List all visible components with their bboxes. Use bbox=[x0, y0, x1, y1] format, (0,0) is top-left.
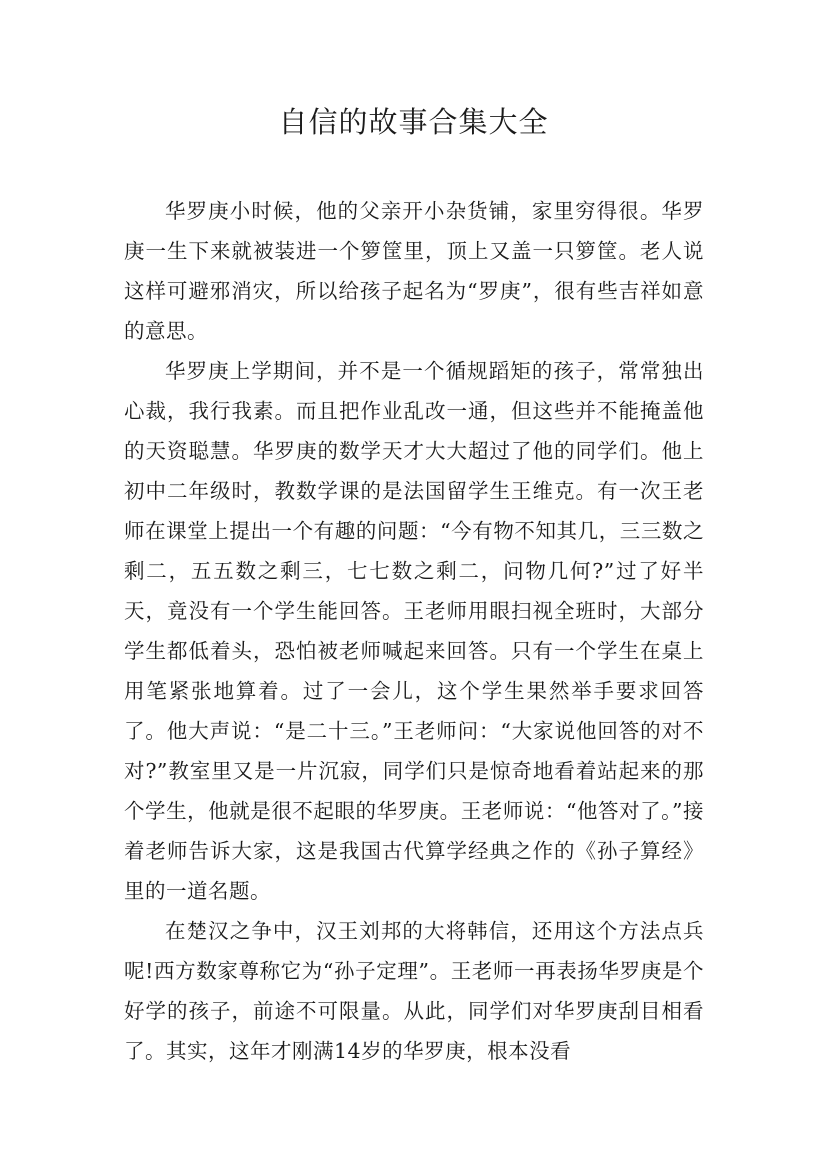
paragraph-2: 华罗庚上学期间，并不是一个循规蹈矩的孩子，常常独出心裁，我行我素。而且把作业乱改一通，但这些并不能掩盖他的天资聪慧。华罗庚的数学天才大大超过了他的同学们。他上初中二年级时，教数学课的是法国留学生王维克。有一次王老师在课堂上提出一个有趣的问题：“今有物不知其几，三三数之剩二，五五数之剩三，七七数之剩二，问物几何?”过了好半天，竟没有一个学生能回答。王老师用眼扫视全班时，大部分学生都低着头，恐怕被老师喊起来回答。只有一个学生在桌上用笔紧张地算着。过了一会儿，这个学生果然举手要求回答了。他大声说：“是二十三。”王老师问：“大家说他回答的对不对?”教室里又是一片沉寂，同学们只是惊奇地看着站起来的那个学生，他就是很不起眼的华罗庚。王老师说：“他答对了。”接着老师告诉大家，这是我国古代算学经典之作的《孙子算经》里的一道名题。 bbox=[124, 359, 704, 903]
document-title: 自信的故事合集大全 bbox=[278, 105, 549, 139]
paragraph-1: 华罗庚小时候，他的父亲开小杂货铺，家里穷得很。华罗庚一生下来就被装进一个箩筐里，顶上又盖一只箩筐。老人说这样可避邪消灾，所以给孩子起名为“罗庚”，很有些吉祥如意的意思。 bbox=[124, 199, 704, 343]
paragraph-3: 在楚汉之争中，汉王刘邦的大将韩信，还用这个方法点兵呢!西方数家尊称它为“孙子定理”。王老师一再表扬华罗庚是个好学的孩子，前途不可限量。从此，同学们对华罗庚刮目相看了。其实，这年才刚满14岁的华罗庚，根本没看 bbox=[124, 919, 704, 1063]
document-body bbox=[124, 191, 704, 1071]
